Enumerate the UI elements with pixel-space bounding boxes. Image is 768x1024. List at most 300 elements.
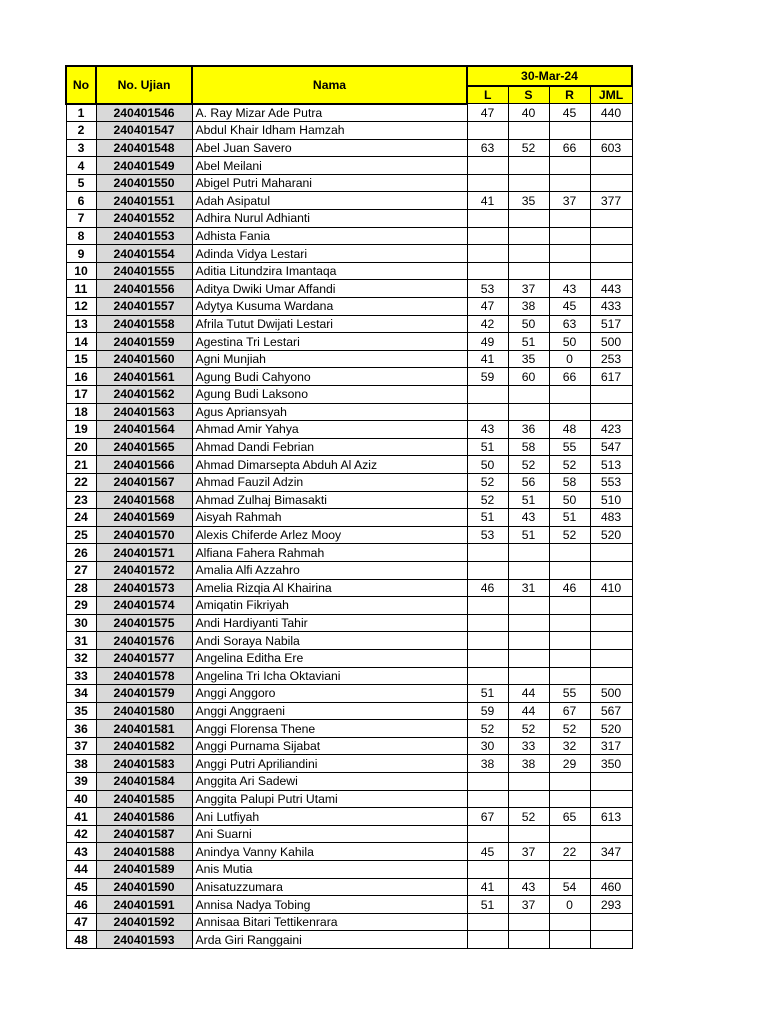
exam-number: 240401572 <box>96 561 192 579</box>
row-number: 12 <box>66 298 96 316</box>
score-total <box>590 403 632 421</box>
score-total: 483 <box>590 509 632 527</box>
table-row <box>66 755 632 773</box>
exam-number: 240401575 <box>96 614 192 632</box>
table-row <box>66 913 632 931</box>
table-row <box>66 597 632 615</box>
student-name: Anggita Palupi Putri Utami <box>192 790 467 808</box>
table-row <box>66 685 632 703</box>
s-score: 52 <box>508 808 549 826</box>
score-l: 52 <box>467 720 508 738</box>
student-name: Agung Budi Cahyono <box>192 368 467 386</box>
row-number: 20 <box>66 438 96 456</box>
exam-number: 240401563 <box>96 403 192 421</box>
score-r: 52 <box>549 456 590 474</box>
score-r: 50 <box>549 333 590 351</box>
score-l <box>467 403 508 421</box>
exam-number: 240401581 <box>96 720 192 738</box>
table-row <box>66 421 632 439</box>
score-r <box>549 544 590 562</box>
student-name: Abigel Putri Maharani <box>192 174 467 192</box>
s-score: 37 <box>508 843 549 861</box>
table-row <box>66 702 632 720</box>
exam-number: 240401547 <box>96 122 192 140</box>
score-l: 67 <box>467 808 508 826</box>
score-total: 510 <box>590 491 632 509</box>
s-score: 56 <box>508 473 549 491</box>
s-score: 35 <box>508 350 549 368</box>
table-row <box>66 298 632 316</box>
table-row <box>66 632 632 650</box>
s-score <box>508 632 549 650</box>
table-row <box>66 878 632 896</box>
row-number: 27 <box>66 561 96 579</box>
s-score: 51 <box>508 491 549 509</box>
exam-number: 240401550 <box>96 174 192 192</box>
table-row <box>66 368 632 386</box>
score-total <box>590 210 632 228</box>
student-name: Abel Meilani <box>192 157 467 175</box>
table-row <box>66 931 632 949</box>
row-number: 31 <box>66 632 96 650</box>
s-score: 33 <box>508 737 549 755</box>
student-name: Anggi Anggraeni <box>192 702 467 720</box>
score-total: 603 <box>590 139 632 157</box>
score-r: 43 <box>549 280 590 298</box>
student-name: Agung Budi Laksono <box>192 386 467 404</box>
row-number: 40 <box>66 790 96 808</box>
score-l: 46 <box>467 579 508 597</box>
score-total <box>590 632 632 650</box>
row-number: 9 <box>66 245 96 263</box>
row-number: 41 <box>66 808 96 826</box>
score-r: 55 <box>549 685 590 703</box>
student-name: Ahmad Amir Yahya <box>192 421 467 439</box>
s-score <box>508 790 549 808</box>
row-number: 6 <box>66 192 96 210</box>
row-number: 14 <box>66 333 96 351</box>
score-total: 520 <box>590 720 632 738</box>
exam-number: 240401577 <box>96 649 192 667</box>
score-l: 41 <box>467 350 508 368</box>
exam-number: 240401549 <box>96 157 192 175</box>
s-score: 40 <box>508 104 549 122</box>
table-row <box>66 808 632 826</box>
score-total <box>590 597 632 615</box>
score-l: 41 <box>467 878 508 896</box>
score-total: 613 <box>590 808 632 826</box>
table-row <box>66 509 632 527</box>
score-total: 423 <box>590 421 632 439</box>
score-total <box>590 790 632 808</box>
score-l: 53 <box>467 526 508 544</box>
s-score <box>508 174 549 192</box>
student-name: Ani Lutfiyah <box>192 808 467 826</box>
exam-number: 240401561 <box>96 368 192 386</box>
table-row <box>66 526 632 544</box>
score-total <box>590 262 632 280</box>
score-l <box>467 861 508 879</box>
score-total <box>590 913 632 931</box>
score-total: 317 <box>590 737 632 755</box>
s-score: 35 <box>508 192 549 210</box>
exam-number: 240401593 <box>96 931 192 949</box>
row-number: 23 <box>66 491 96 509</box>
student-name: Afrila Tutut Dwijati Lestari <box>192 315 467 333</box>
row-number: 33 <box>66 667 96 685</box>
table-row <box>66 790 632 808</box>
table-row <box>66 861 632 879</box>
exam-number: 240401558 <box>96 315 192 333</box>
s-score <box>508 614 549 632</box>
score-table <box>65 65 633 949</box>
table-row <box>66 227 632 245</box>
student-name: Anggi Putri Apriliandini <box>192 755 467 773</box>
student-name: Anggi Florensa Thene <box>192 720 467 738</box>
student-name: Anindya Vanny Kahila <box>192 843 467 861</box>
row-number: 8 <box>66 227 96 245</box>
table-row <box>66 280 632 298</box>
score-total: 350 <box>590 755 632 773</box>
score-l: 51 <box>467 438 508 456</box>
score-r <box>549 210 590 228</box>
exam-number: 240401555 <box>96 262 192 280</box>
score-r <box>549 790 590 808</box>
table-row <box>66 649 632 667</box>
s-score: 58 <box>508 438 549 456</box>
student-name: Abel Juan Savero <box>192 139 467 157</box>
score-l <box>467 386 508 404</box>
row-number: 48 <box>66 931 96 949</box>
row-number: 36 <box>66 720 96 738</box>
exam-number: 240401569 <box>96 509 192 527</box>
score-l: 49 <box>467 333 508 351</box>
score-r <box>549 667 590 685</box>
score-r <box>549 632 590 650</box>
exam-number: 240401591 <box>96 896 192 914</box>
row-number: 39 <box>66 773 96 791</box>
s-score: 38 <box>508 298 549 316</box>
score-l: 52 <box>467 491 508 509</box>
score-r <box>549 649 590 667</box>
table-row <box>66 896 632 914</box>
score-l: 41 <box>467 192 508 210</box>
score-total <box>590 227 632 245</box>
exam-number: 240401548 <box>96 139 192 157</box>
s-score: 52 <box>508 456 549 474</box>
table-row <box>66 825 632 843</box>
table-row <box>66 720 632 738</box>
header-l: L <box>467 86 508 104</box>
table-row <box>66 456 632 474</box>
table-row <box>66 104 632 122</box>
s-score: 38 <box>508 755 549 773</box>
student-name: Anis Mutia <box>192 861 467 879</box>
score-r: 55 <box>549 438 590 456</box>
header-jml: JML <box>590 86 632 104</box>
student-name: A. Ray Mizar Ade Putra <box>192 104 467 122</box>
row-number: 30 <box>66 614 96 632</box>
table-row <box>66 438 632 456</box>
student-name: Adhista Fania <box>192 227 467 245</box>
s-score <box>508 773 549 791</box>
exam-number: 240401551 <box>96 192 192 210</box>
score-l <box>467 210 508 228</box>
student-name: Amiqatin Fikriyah <box>192 597 467 615</box>
s-score: 51 <box>508 333 549 351</box>
table-row <box>66 315 632 333</box>
s-score <box>508 913 549 931</box>
exam-number: 240401579 <box>96 685 192 703</box>
exam-number: 240401565 <box>96 438 192 456</box>
row-number: 21 <box>66 456 96 474</box>
header-r: R <box>549 86 590 104</box>
score-total: 293 <box>590 896 632 914</box>
score-l: 59 <box>467 368 508 386</box>
student-name: Agus Apriansyah <box>192 403 467 421</box>
s-score <box>508 122 549 140</box>
score-total <box>590 614 632 632</box>
score-l <box>467 667 508 685</box>
score-r <box>549 122 590 140</box>
exam-number: 240401574 <box>96 597 192 615</box>
score-total: 253 <box>590 350 632 368</box>
row-number: 15 <box>66 350 96 368</box>
score-l <box>467 227 508 245</box>
score-l <box>467 561 508 579</box>
table-row <box>66 157 632 175</box>
row-number: 45 <box>66 878 96 896</box>
table-row <box>66 614 632 632</box>
score-l <box>467 245 508 263</box>
row-number: 34 <box>66 685 96 703</box>
score-total: 347 <box>590 843 632 861</box>
row-number: 26 <box>66 544 96 562</box>
row-number: 18 <box>66 403 96 421</box>
row-number: 3 <box>66 139 96 157</box>
row-number: 1 <box>66 104 96 122</box>
student-name: Anggi Anggoro <box>192 685 467 703</box>
s-score: 52 <box>508 139 549 157</box>
table-row <box>66 386 632 404</box>
student-name: Ani Suarni <box>192 825 467 843</box>
student-name: Agni Munjiah <box>192 350 467 368</box>
score-l <box>467 597 508 615</box>
student-name: Anggita Ari Sadewi <box>192 773 467 791</box>
s-score: 43 <box>508 878 549 896</box>
score-l <box>467 122 508 140</box>
student-name: Adhira Nurul Adhianti <box>192 210 467 228</box>
score-l: 51 <box>467 685 508 703</box>
score-r: 66 <box>549 139 590 157</box>
s-score: 60 <box>508 368 549 386</box>
s-score <box>508 667 549 685</box>
student-name: Arda Giri Ranggaini <box>192 931 467 949</box>
student-name: Ahmad Fauzil Adzin <box>192 473 467 491</box>
score-total: 513 <box>590 456 632 474</box>
score-r: 37 <box>549 192 590 210</box>
exam-number: 240401573 <box>96 579 192 597</box>
header-no-ujian: No. Ujian <box>96 66 192 104</box>
exam-number: 240401566 <box>96 456 192 474</box>
student-name: Agestina Tri Lestari <box>192 333 467 351</box>
student-name: Ahmad Dimarsepta Abduh Al Aziz <box>192 456 467 474</box>
s-score: 37 <box>508 280 549 298</box>
score-total <box>590 544 632 562</box>
row-number: 7 <box>66 210 96 228</box>
exam-number: 240401592 <box>96 913 192 931</box>
score-l: 45 <box>467 843 508 861</box>
score-r <box>549 245 590 263</box>
s-score: 31 <box>508 579 549 597</box>
score-total <box>590 667 632 685</box>
s-score <box>508 157 549 175</box>
score-l: 51 <box>467 509 508 527</box>
exam-number: 240401571 <box>96 544 192 562</box>
row-number: 28 <box>66 579 96 597</box>
header-s: S <box>508 86 549 104</box>
table-row <box>66 333 632 351</box>
score-r: 50 <box>549 491 590 509</box>
score-r <box>549 931 590 949</box>
exam-number: 240401570 <box>96 526 192 544</box>
score-l <box>467 649 508 667</box>
row-number: 38 <box>66 755 96 773</box>
score-l: 51 <box>467 896 508 914</box>
score-total <box>590 931 632 949</box>
table-row <box>66 350 632 368</box>
row-number: 35 <box>66 702 96 720</box>
score-total: 410 <box>590 579 632 597</box>
row-number: 46 <box>66 896 96 914</box>
header-date: 30-Mar-24 <box>467 66 632 86</box>
score-total <box>590 386 632 404</box>
score-l: 59 <box>467 702 508 720</box>
row-number: 5 <box>66 174 96 192</box>
table-row <box>66 192 632 210</box>
row-number: 16 <box>66 368 96 386</box>
table-row <box>66 544 632 562</box>
score-r <box>549 597 590 615</box>
exam-number: 240401576 <box>96 632 192 650</box>
exam-number: 240401580 <box>96 702 192 720</box>
score-l <box>467 913 508 931</box>
exam-number: 240401567 <box>96 473 192 491</box>
score-r: 0 <box>549 896 590 914</box>
table-row <box>66 491 632 509</box>
score-total <box>590 245 632 263</box>
row-number: 11 <box>66 280 96 298</box>
row-number: 24 <box>66 509 96 527</box>
score-r <box>549 773 590 791</box>
score-total <box>590 773 632 791</box>
score-total: 500 <box>590 685 632 703</box>
exam-number: 240401560 <box>96 350 192 368</box>
s-score: 43 <box>508 509 549 527</box>
student-name: Amelia Rizqia Al Khairina <box>192 579 467 597</box>
student-name: Anisatuzzumara <box>192 878 467 896</box>
score-total: 567 <box>590 702 632 720</box>
score-total: 500 <box>590 333 632 351</box>
student-name: Adah Asipatul <box>192 192 467 210</box>
score-l: 47 <box>467 104 508 122</box>
score-l: 52 <box>467 473 508 491</box>
score-l <box>467 174 508 192</box>
student-name: Aditia Litundzira Imantaqa <box>192 262 467 280</box>
exam-number: 240401552 <box>96 210 192 228</box>
student-name: Andi Soraya Nabila <box>192 632 467 650</box>
student-name: Alfiana Fahera Rahmah <box>192 544 467 562</box>
s-score <box>508 544 549 562</box>
score-total <box>590 174 632 192</box>
table-row <box>66 174 632 192</box>
score-l: 38 <box>467 755 508 773</box>
score-r: 22 <box>549 843 590 861</box>
score-r <box>549 157 590 175</box>
score-l <box>467 825 508 843</box>
exam-number: 240401584 <box>96 773 192 791</box>
student-name: Aditya Dwiki Umar Affandi <box>192 280 467 298</box>
score-r <box>549 262 590 280</box>
exam-number: 240401583 <box>96 755 192 773</box>
score-r <box>549 913 590 931</box>
score-r <box>549 227 590 245</box>
score-total <box>590 561 632 579</box>
s-score <box>508 861 549 879</box>
exam-number: 240401585 <box>96 790 192 808</box>
score-r: 58 <box>549 473 590 491</box>
score-total <box>590 825 632 843</box>
table-row <box>66 245 632 263</box>
exam-number: 240401546 <box>96 104 192 122</box>
row-number: 2 <box>66 122 96 140</box>
table-row <box>66 122 632 140</box>
student-name: Ahmad Dandi Febrian <box>192 438 467 456</box>
table-row <box>66 773 632 791</box>
s-score: 44 <box>508 702 549 720</box>
row-number: 42 <box>66 825 96 843</box>
row-number: 19 <box>66 421 96 439</box>
score-r: 52 <box>549 526 590 544</box>
score-total: 433 <box>590 298 632 316</box>
score-total: 547 <box>590 438 632 456</box>
score-r: 29 <box>549 755 590 773</box>
score-l: 50 <box>467 456 508 474</box>
score-r: 54 <box>549 878 590 896</box>
row-number: 44 <box>66 861 96 879</box>
score-r: 51 <box>549 509 590 527</box>
s-score <box>508 825 549 843</box>
row-number: 32 <box>66 649 96 667</box>
s-score: 44 <box>508 685 549 703</box>
score-r: 67 <box>549 702 590 720</box>
score-l <box>467 773 508 791</box>
s-score: 50 <box>508 315 549 333</box>
score-l <box>467 790 508 808</box>
s-score: 37 <box>508 896 549 914</box>
student-name: Angelina Editha Ere <box>192 649 467 667</box>
row-number: 37 <box>66 737 96 755</box>
row-number: 4 <box>66 157 96 175</box>
score-r: 63 <box>549 315 590 333</box>
exam-number: 240401589 <box>96 861 192 879</box>
s-score <box>508 561 549 579</box>
score-total: 553 <box>590 473 632 491</box>
student-name: Annisaa Bitari Tettikenrara <box>192 913 467 931</box>
student-name: Anggi Purnama Sijabat <box>192 737 467 755</box>
s-score <box>508 262 549 280</box>
s-score: 52 <box>508 720 549 738</box>
